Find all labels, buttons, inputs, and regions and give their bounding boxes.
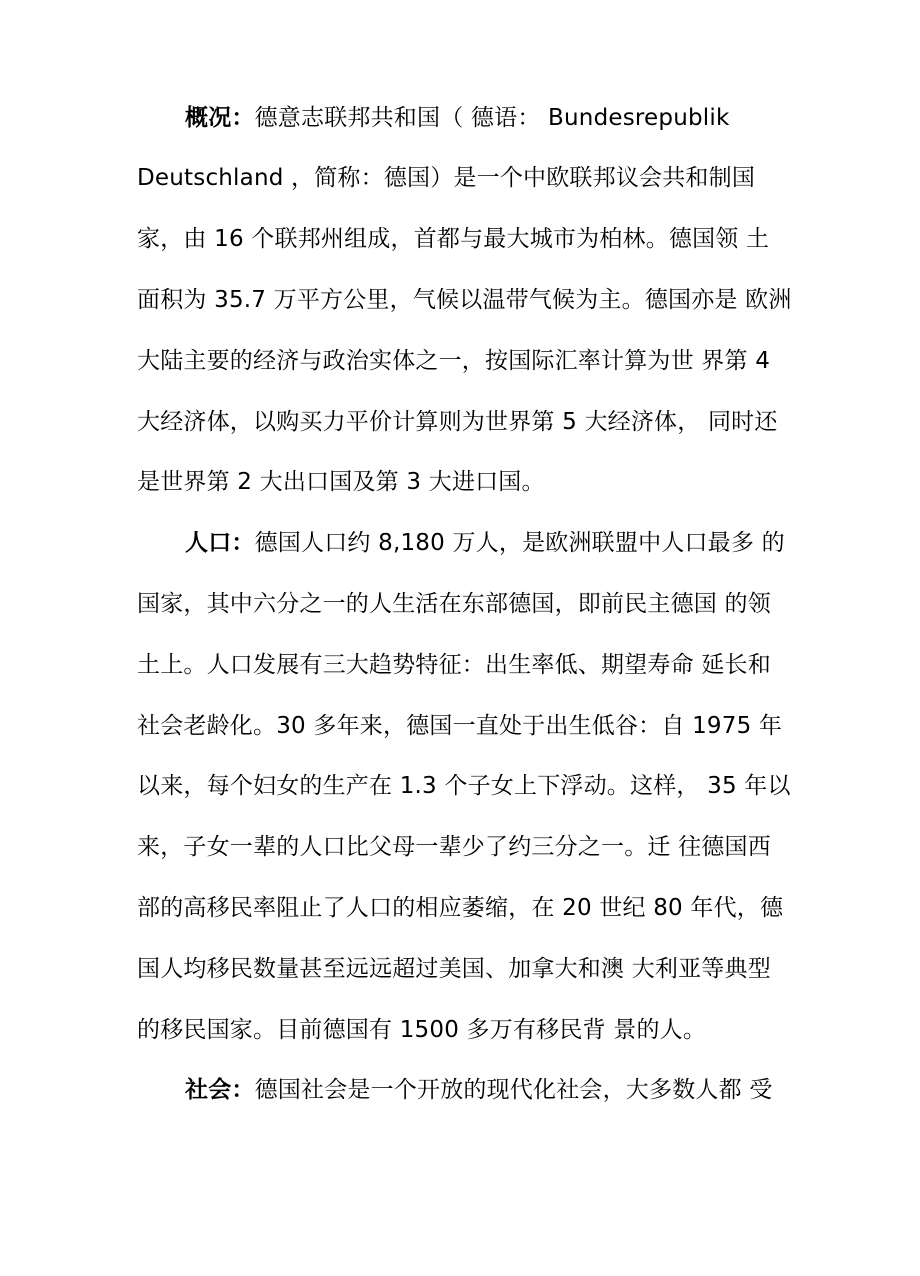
paragraph-society-line-1 [185,1075,773,1105]
paragraph-overview-line-5: 大陆主要的经济与政治实体之一，按国际汇率计算为世 界第 4 [137,348,771,374]
paragraph-population-line-9: 的移民国家。目前德国有 1500 多万有移民背 景的人。 [137,1017,707,1043]
paragraph-overview-line-6: 大经济体，以购买力平价计算则为世界第 5 大经济体， 同时还 [137,409,778,435]
paragraph-population-line-8: 国人均移民数量甚至远远超过美国、加拿大和澳 大利亚等典型 [137,956,771,982]
paragraph-overview-line-2: Deutschland ，简称：德国）是一个中欧联邦议会共和制国 [137,165,756,191]
paragraph-overview-line-4: 面积为 35.7 万平方公里，气候以温带气候为主。德国亦是 欧洲 [137,287,792,313]
paragraph-population-line-4: 社会老龄化。30 多年来，德国一直处于出生低谷：自 1975 年 [137,713,783,739]
paragraph-population-line-5: 以来，每个妇女的生产在 1.3 个子女上下浮动。这样， 35 年以 [137,773,791,799]
paragraph-overview-line-3: 家，由 16 个联邦州组成，首都与最大城市为柏林。德国领 土 [137,226,770,252]
paragraph-population-line-1 [185,528,785,558]
paragraph-population-text: 德国人口约 8,180 万人，是欧洲联盟中人口最多 的 [254,530,785,556]
paragraph-overview-line-1 [185,103,729,133]
paragraph-overview-line-7: 是世界第 2 大出口国及第 3 大进口国。 [137,469,545,495]
paragraph-population-line-2: 国家，其中六分之一的人生活在东部德国，即前民主德国 的领 [137,591,771,617]
paragraph-population-line-6: 来，子女一辈的人口比父母一辈少了约三分之一。迁 往德国西 [137,834,771,860]
paragraph-overview-text: 德意志联邦共和国（ 德语： Bundesrepublik [254,105,730,131]
paragraph-society-text: 德国社会是一个开放的现代化社会，大多数人都 受 [254,1077,773,1103]
paragraph-population-line-3: 土上。人口发展有三大趋势特征：出生率低、期望寿命 延长和 [137,652,771,678]
paragraph-population-line-7: 部的高移民率阻止了人口的相应萎缩，在 20 世纪 80 年代，德 [137,895,784,921]
paragraph-population-heading: 人口： [185,530,255,556]
paragraph-overview-heading: 概况： [185,105,255,131]
paragraph-society-heading: 社会： [185,1077,255,1103]
